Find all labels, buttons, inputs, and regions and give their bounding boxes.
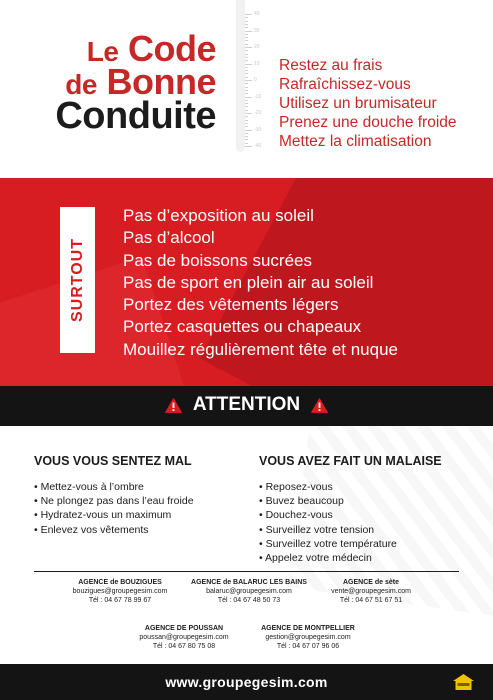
agency-email[interactable]: balaruc@groupegesim.com (206, 588, 292, 595)
agency-email[interactable]: poussan@groupegesim.com (139, 634, 229, 641)
agency-email[interactable]: bouzigues@groupegesim.com (72, 588, 168, 595)
list-item: • Ne plongez pas dans l’eau froide (34, 494, 194, 508)
thermometer-tick (245, 146, 252, 147)
attention-label: ATTENTION (192, 394, 301, 415)
thermometer-tick (245, 133, 248, 134)
thermometer-tick (245, 143, 248, 144)
thermometer-tick (245, 83, 248, 84)
thermometer-tick (245, 110, 248, 111)
thermometer-tick (245, 70, 248, 71)
thermometer-tick (245, 31, 252, 32)
thermometer-tick (245, 54, 248, 55)
list-item: • Hydratez-vous un maximum (34, 508, 194, 522)
thermometer-tick (245, 21, 248, 22)
thermometer-label: -40 (254, 143, 262, 149)
title-word-de: de (65, 69, 97, 101)
agency-name: AGENCE DE POUSSAN (144, 625, 224, 632)
agency-poussan (119, 624, 249, 651)
agency-email[interactable]: vente@groupegesim.com (331, 588, 411, 595)
advice-section (0, 426, 493, 664)
surtout-item: Pas d’exposition au soleil (123, 206, 314, 225)
surtout-label: SURTOUT (68, 237, 86, 323)
thermometer-tick (245, 97, 252, 98)
surtout-label-box (60, 207, 95, 353)
agency-phone[interactable]: Tél : 04 67 78 99 67 (88, 597, 152, 604)
thermometer-tick (245, 100, 248, 101)
title-word-code: Code (128, 28, 216, 69)
agency-sete (306, 578, 436, 605)
thermometer-bar (236, 0, 245, 152)
thermometer-label: 0 (254, 77, 257, 83)
list-item: • Appelez votre médecin (259, 551, 442, 565)
thermometer-label: -30 (254, 126, 262, 133)
surtout-section (0, 178, 493, 386)
heat-tip: Mettez la climatisation (279, 133, 432, 150)
fainted-column (259, 454, 442, 565)
thermometer-tick (245, 130, 252, 131)
surtout-item: Pas de boissons sucrées (123, 250, 312, 270)
feeling-unwell-list (34, 480, 194, 537)
thermometer-tick (245, 80, 252, 81)
divider (34, 571, 459, 572)
heat-tip: Prenez une douche froide (279, 114, 457, 131)
thermometer-tick (245, 44, 248, 45)
heat-tip: Restez au frais (279, 57, 383, 74)
surtout-list (123, 205, 398, 361)
thermometer-label: -20 (254, 110, 262, 116)
thermometer-tick (245, 77, 248, 78)
fainted-list (259, 480, 442, 565)
agency-montpellier (243, 624, 373, 651)
thermometer-tick (245, 73, 248, 74)
thermometer-tick (245, 14, 252, 15)
surtout-item: Pas d’alcool (123, 228, 215, 248)
house-logo-icon (452, 673, 475, 691)
thermometer-tick (245, 50, 248, 51)
thermometer-tick (245, 40, 248, 41)
feeling-unwell-column (34, 454, 194, 537)
heat-tips-list (279, 56, 457, 151)
thermometer-tick (245, 57, 248, 58)
agency-bouzigues (55, 578, 185, 605)
agency-name: AGENCE DE MONTPELLIER (261, 625, 355, 632)
footer (0, 664, 493, 700)
agency-name: AGENCE de BOUZIGUES (78, 579, 162, 586)
fainted-heading: VOUS AVEZ FAIT UN MALAISE (259, 454, 442, 468)
list-item: • Surveillez votre tension (259, 523, 442, 537)
agency-phone[interactable]: Tél : 04 67 80 75 08 (152, 643, 216, 650)
thermometer-tick (245, 24, 248, 25)
list-item: • Douchez-vous (259, 508, 442, 522)
thermometer-tick (245, 120, 248, 121)
agency-email[interactable]: gestion@groupegesim.com (265, 634, 351, 641)
agency-phone[interactable]: Tél : 04 67 48 50 73 (217, 597, 281, 604)
agency-name: AGENCE de BALARUC LES BAINS (191, 579, 307, 586)
thermometer-tick (245, 64, 252, 65)
thermometer-tick (245, 139, 248, 140)
list-item: • Mettez-vous à l’ombre (34, 480, 194, 494)
thermometer-tick (245, 123, 248, 124)
thermometer-label: 30 (254, 27, 260, 34)
heat-tip: Utilisez un brumisateur (279, 95, 437, 112)
title-word-le: Le (86, 36, 119, 67)
thermometer-tick (245, 106, 248, 107)
title-word-bonne: Bonne (106, 61, 216, 103)
website-link[interactable]: www.groupegesim.com (165, 674, 328, 690)
surtout-item: Portez casquettes ou chapeaux (123, 317, 362, 337)
thermometer-label: 40 (254, 11, 260, 17)
thermometer-tick (245, 27, 248, 28)
agency-phone[interactable]: Tél : 04 67 07 96 06 (276, 643, 340, 650)
thermometer-graphic (234, 0, 268, 152)
surtout-item: Portez des vêtements légers (123, 295, 339, 315)
title-word-conduite: Conduite (55, 94, 216, 137)
thermometer-tick (245, 103, 248, 104)
list-item: • Surveillez votre température (259, 537, 442, 551)
surtout-item: Pas de sport en plein air au soleil (123, 272, 374, 292)
warning-triangle-icon (311, 398, 328, 413)
attention-bar (0, 386, 493, 426)
thermometer-tick (245, 67, 248, 68)
warning-triangle-icon (165, 398, 182, 413)
agency-balaruc (184, 578, 314, 605)
agency-phone[interactable]: Tél : 04 67 51 67 51 (339, 597, 403, 604)
thermometer-tick (245, 87, 248, 88)
thermometer-tick (245, 34, 248, 35)
thermometer-tick (245, 90, 248, 91)
list-item: • Buvez beaucoup (259, 494, 442, 508)
thermometer-tick (245, 93, 248, 94)
thermometer-tick (245, 60, 248, 61)
thermometer-tick (245, 17, 248, 18)
thermometer-tick (245, 113, 252, 114)
list-item: • Reposez-vous (259, 480, 442, 494)
page-title (55, 28, 216, 137)
thermometer-tick (245, 126, 248, 127)
thermometer-tick (245, 116, 248, 117)
thermometer-label: 10 (254, 60, 260, 67)
feeling-unwell-heading: VOUS VOUS SENTEZ MAL (34, 454, 192, 468)
thermometer-tick (245, 37, 248, 38)
agency-name: AGENCE de sète (342, 579, 400, 586)
header-section (0, 0, 493, 178)
thermometer-tick (245, 47, 252, 48)
surtout-item: Mouillez régulièrement tête et nuque (123, 339, 398, 359)
thermometer-tick (245, 136, 248, 137)
heat-tip: Rafraîchissez-vous (279, 76, 411, 93)
list-item: • Enlevez vos vêtements (34, 523, 194, 537)
thermometer-label: 20 (254, 44, 260, 50)
thermometer-label: -10 (254, 93, 262, 100)
